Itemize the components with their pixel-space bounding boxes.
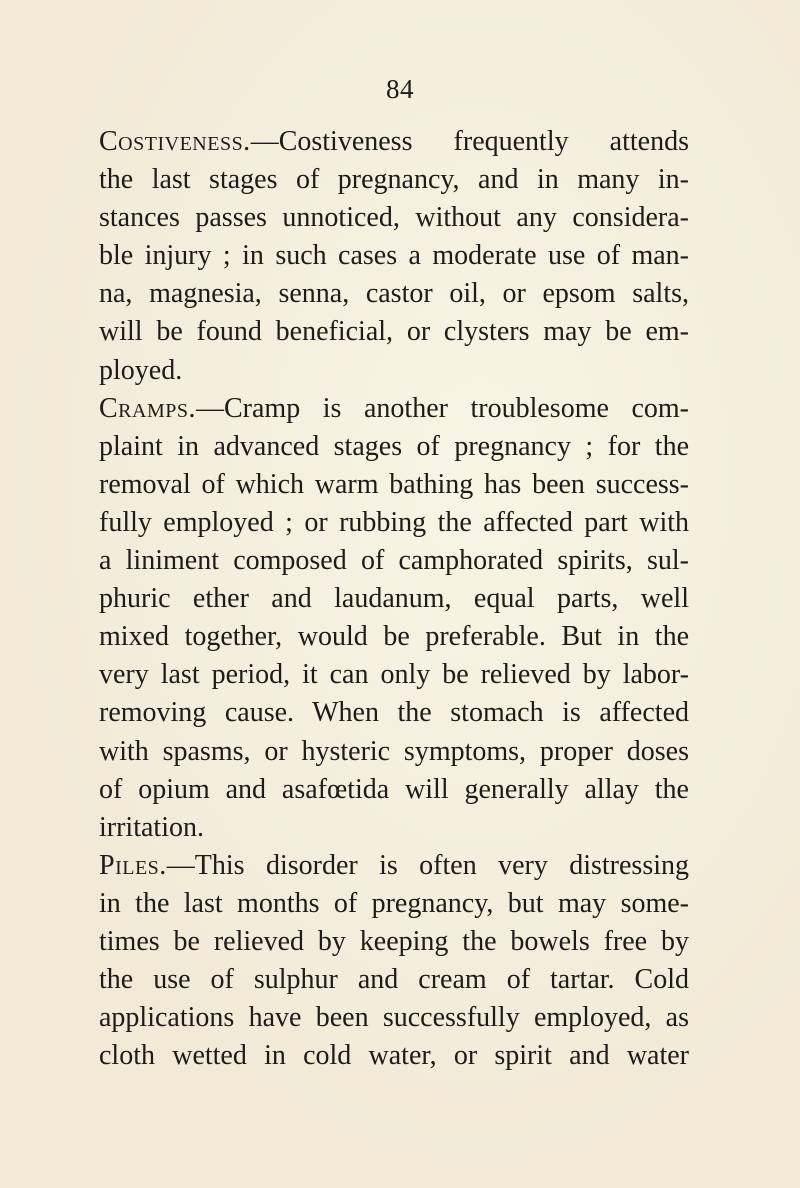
text-line: in the last months of pregnancy, but may some-: [99, 887, 689, 919]
text-line: fully employed ; or rubbing the affected part with: [99, 506, 689, 538]
section-heading-piles: Piles.: [99, 849, 167, 881]
text-line: times be relieved by keeping the bowels free by: [99, 925, 689, 957]
page-number: 84: [386, 74, 414, 104]
text-line: Cramps.—Cramp is another troublesome com-: [99, 392, 689, 424]
text-line: will be found beneficial, or clysters may be em-: [99, 316, 689, 348]
body-text: [99, 123, 689, 1075]
text-line: removal of which warm bathing has been success-: [99, 468, 689, 500]
section-heading-costiveness: Costiveness.: [99, 126, 251, 157]
text-line: a liniment composed of camphorated spirits, sul-: [99, 545, 689, 577]
text-line: mixed together, would be preferable. But in the: [99, 621, 689, 653]
text-line: the use of sulphur and cream of tartar. Cold: [99, 964, 689, 996]
text-line: of opium and asafœtida will generally allay the: [99, 773, 689, 805]
text-line: removing cause. When the stomach is affected: [99, 697, 689, 729]
text-line: irritation.: [99, 811, 204, 843]
text-line: Costiveness.—Costiveness frequently attends: [99, 126, 689, 157]
text-line: phuric ether and laudanum, equal parts, well: [99, 583, 689, 615]
text-line: plaint in advanced stages of pregnancy ; for the: [99, 430, 689, 462]
text-line: very last period, it can only be relieved by labor-: [99, 659, 689, 691]
text-line: ployed.: [99, 354, 183, 386]
text-line: stances passes unnoticed, without any considera-: [99, 202, 689, 234]
text-line: cloth wetted in cold water, or spirit and water: [99, 1040, 689, 1072]
text-line: with spasms, or hysteric symptoms, proper doses: [99, 735, 689, 767]
section-heading-cramps: Cramps.: [99, 392, 196, 424]
text-line: applications have been successfully employed, as: [99, 1002, 689, 1034]
text-line: Piles.—This disorder is often very distressing: [99, 849, 689, 881]
text-line: na, magnesia, senna, castor oil, or epsom salts,: [99, 278, 689, 310]
text-line: ble injury ; in such cases a moderate use of man-: [99, 240, 689, 272]
text-line: the last stages of pregnancy, and in many in-: [99, 164, 689, 196]
